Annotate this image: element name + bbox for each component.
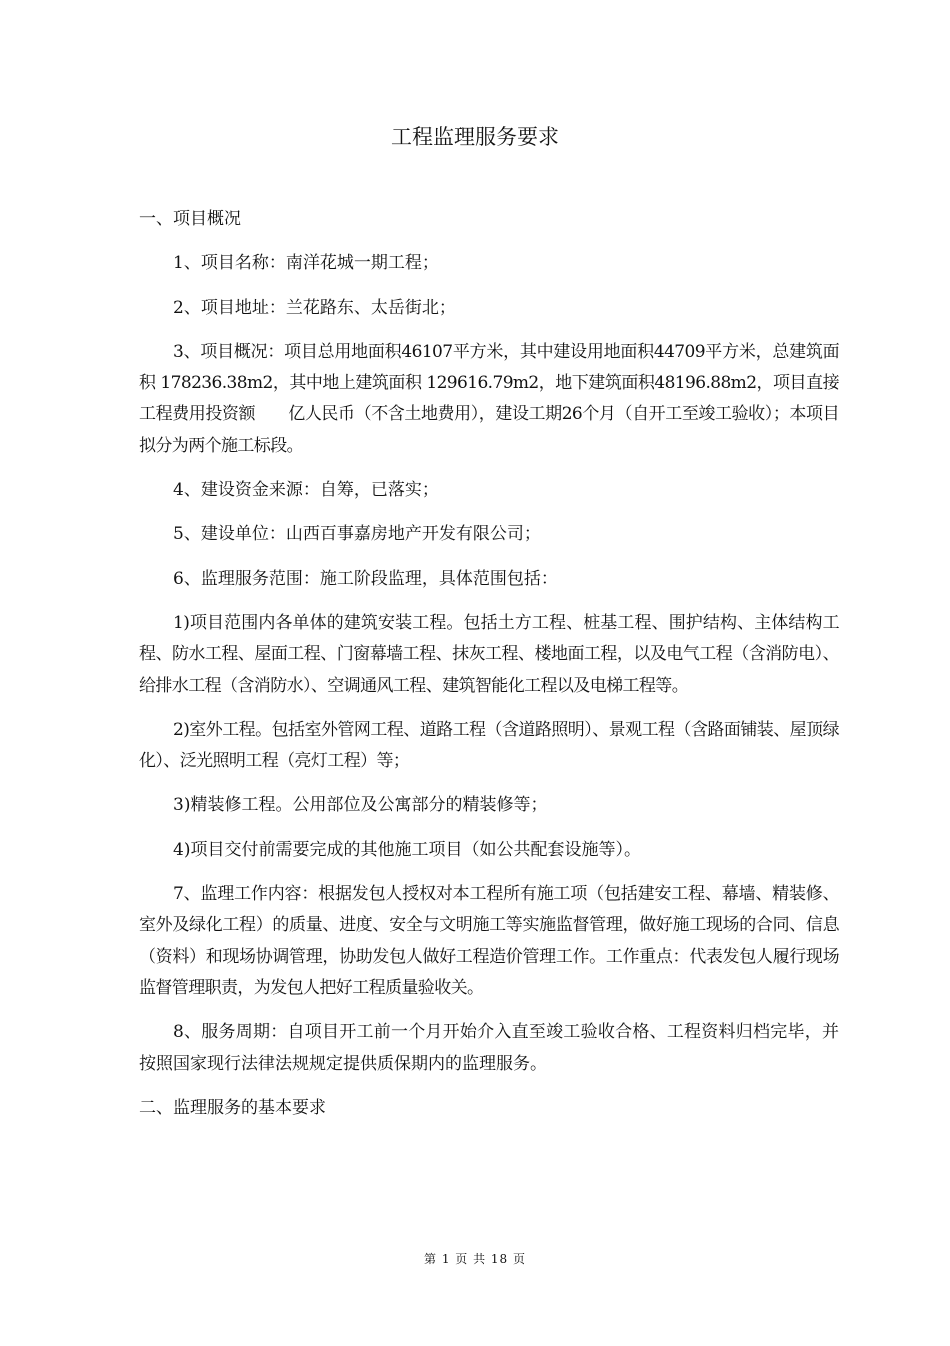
item-project-name: 1、项目名称：南洋花城一期工程； bbox=[173, 253, 439, 274]
section-heading-overview: 一、项目概况 bbox=[139, 209, 241, 229]
scope-item-fine-decoration: 3)精装修工程。公用部位及公寓部分的精装修等； bbox=[173, 795, 548, 816]
item-service-scope: 6、监理服务范围：施工阶段监理，具体范围包括： bbox=[173, 568, 558, 589]
scope-item-outdoor-works: 2)室外工程。包括室外管网工程、道路工程（含道路照明）、景观工程（含路面铺装、屋顶绿化）、泛光照明工程（亮灯工程）等； bbox=[139, 719, 839, 772]
scope-item-building-installation: 1)项目范围内各单体的建筑安装工程。包括土方工程、桩基工程、围护结构、主体结构工程、防水工程、屋面工程、门窗幕墙工程、抹灰工程、楼地面工程，以及电气工程（含消防电）、给排水工程（含消防水）、空调通风工程、建筑智能化工程以及电梯工程等。 bbox=[139, 612, 839, 696]
item-service-period: 8、服务周期：自项目开工前一个月开始介入直至竣工验收合格、工程资料归档完毕，并按照国家现行法律法规规定提供质保期内的监理服务。 bbox=[139, 1022, 839, 1074]
page-footer: 第 1 页 共 18 页 bbox=[424, 1252, 526, 1266]
document-body bbox=[139, 204, 839, 1137]
document-title: 工程监理服务要求 bbox=[391, 125, 559, 149]
item-project-summary: 3、项目概况：项目总用地面积46107平方米，其中建设用地面积44709平方米，总建筑面积 178236.38m2，其中地上建筑面积 129616.79m2，地下建筑面积48196.88m2，项目直接工程费用投资额 亿人民币（不含土地费用），建设工期26个月（自开工至竣工验收）；本项目拟分为两个施工标段。 bbox=[139, 341, 839, 456]
item-funding-source: 4、建设资金来源：自筹，已落实； bbox=[173, 480, 439, 501]
section-heading-basic-requirements: 二、监理服务的基本要求 bbox=[139, 1097, 326, 1118]
item-project-address: 2、项目地址：兰花路东、太岳街北； bbox=[173, 297, 456, 318]
item-construction-unit: 5、建设单位：山西百事嘉房地产开发有限公司； bbox=[173, 524, 541, 545]
item-supervision-content: 7、监理工作内容：根据发包人授权对本工程所有施工项（包括建安工程、幕墙、精装修、室外及绿化工程）的质量、进度、安全与文明施工等实施监督管理，做好施工现场的合同、信息（资料）和现场协调管理，协助发包人做好工程造价管理工作。工作重点：代表发包人履行现场监督管理职责，为发包人把好工程质量验收关。 bbox=[139, 884, 839, 998]
scope-item-other-projects: 4)项目交付前需要完成的其他施工项目（如公共配套设施等）。 bbox=[173, 839, 641, 860]
